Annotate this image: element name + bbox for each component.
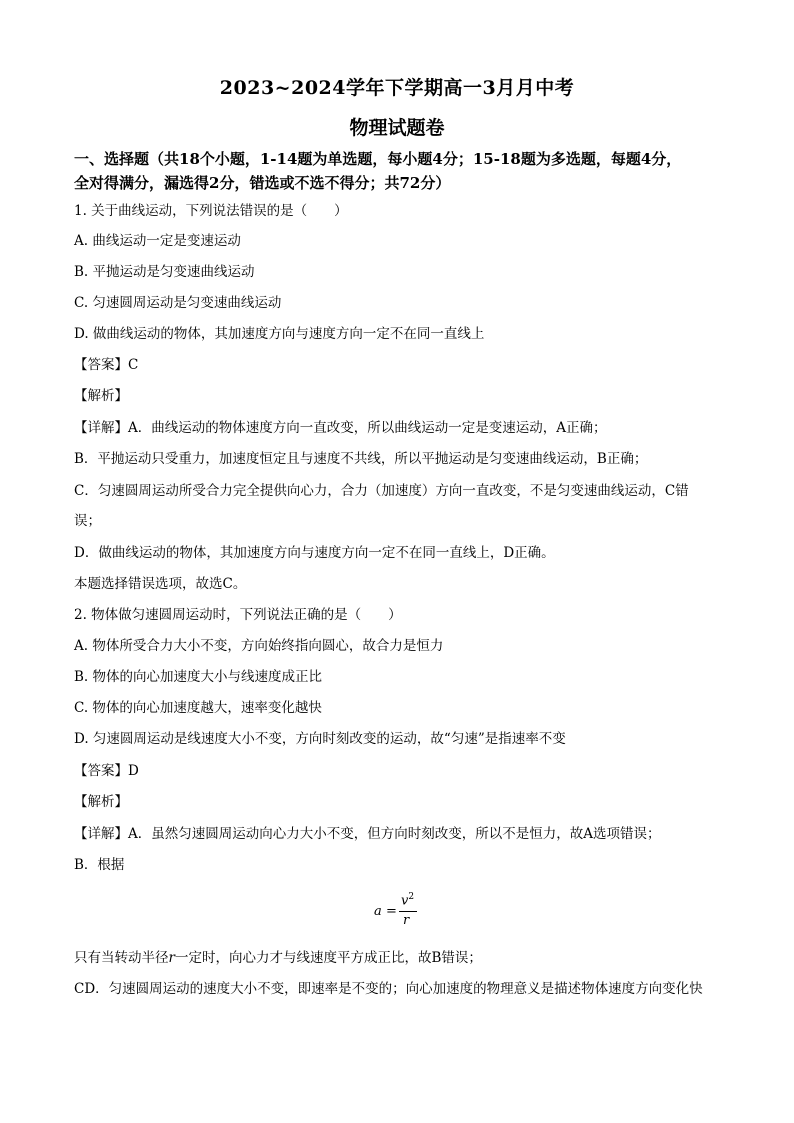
- formula-exponent: 2: [408, 892, 415, 902]
- question-2-stem: 2. 物体做匀速圆周运动时，下列说法正确的是（ ）: [74, 607, 402, 623]
- question-1-detail-d: D．做曲线运动的物体，其加速度方向与速度方向一定不在同一直线上，D正确。: [74, 545, 555, 561]
- question-2-answer: 【答案】D: [74, 763, 139, 779]
- formula-equals: =: [386, 904, 397, 919]
- question-2-option-c: C. 物体的向心加速度越大，速率变化越快: [74, 700, 322, 716]
- exam-title: 2023~2024学年下学期高一3月月中考: [219, 77, 575, 99]
- question-2-detail-cd: CD．匀速圆周运动的速度大小不变，即速率是不变的；向心加速度的物理意义是描述物体速度方向变化快: [74, 981, 703, 997]
- detail-b-pre: 只有当转动半径: [74, 950, 169, 966]
- question-2-detail-b-cont: [74, 948, 738, 968]
- fraction-bar: [399, 911, 417, 912]
- question-1-option-b: B. 平抛运动是匀变速曲线运动: [74, 264, 255, 280]
- centripetal-formula: [370, 892, 430, 936]
- question-1-detail-c: C．匀速圆周运动所受合力完全提供向心力，合力（加速度）方向一直改变，不是匀变速曲线运动，C错: [74, 483, 689, 499]
- question-2-analysis-label: 【解析】: [74, 794, 128, 810]
- question-1-answer: 【答案】C: [74, 357, 139, 373]
- question-1-option-a: A. 曲线运动一定是变速运动: [74, 233, 241, 249]
- question-2-detail-b: B．根据: [74, 857, 125, 873]
- formula-numerator-var: v: [401, 893, 409, 909]
- formula-lhs: a: [374, 904, 382, 919]
- question-1-detail-b: B．平抛运动只受重力，加速度恒定且与速度不共线，所以平抛运动是匀变速曲线运动，B正确；: [74, 451, 648, 467]
- radius-variable: r: [168, 950, 175, 966]
- question-1-option-d: D. 做曲线运动的物体，其加速度方向与速度方向一定不在同一直线上: [74, 326, 485, 342]
- question-1-conclusion: 本题选择错误选项，故选C。: [74, 576, 247, 592]
- exam-subtitle: 物理试题卷: [349, 117, 445, 139]
- question-1-stem: 1. 关于曲线运动，下列说法错误的是（ ）: [74, 203, 348, 219]
- section-heading-line2: 全对得满分，漏选得2分，错选或不选不得分；共72分）: [74, 174, 451, 192]
- question-1-detail-c-cont: 误；: [74, 513, 101, 529]
- question-1-analysis-label: 【解析】: [74, 388, 128, 404]
- detail-b-post: 一定时，向心力才与线速度平方成正比，故B错误；: [174, 950, 482, 966]
- formula-denominator: r: [403, 913, 410, 928]
- section-heading-line1: 一、选择题（共18个小题，1-14题为单选题，每小题4分；15-18题为多选题，每题4分，: [74, 150, 682, 168]
- question-1-detail-a: 【详解】A．曲线运动的物体速度方向一直改变，所以曲线运动一定是变速运动，A正确；: [74, 420, 607, 436]
- question-2-option-b: B. 物体的向心加速度大小与线速度成正比: [74, 669, 323, 685]
- question-2-option-d: D. 匀速圆周运动是线速度大小不变，方向时刻改变的运动，故“匀速”是指速率不变: [74, 731, 566, 747]
- question-2-detail-a: 【详解】A．虽然匀速圆周运动向心力大小不变，但方向时刻改变，所以不是恒力，故A选项错误；: [74, 826, 661, 842]
- question-2-option-a: A. 物体所受合力大小不变，方向始终指向圆心，故合力是恒力: [74, 638, 444, 654]
- formula-numerator: [401, 892, 414, 908]
- question-1-option-c: C. 匀速圆周运动是匀变速曲线运动: [74, 295, 282, 311]
